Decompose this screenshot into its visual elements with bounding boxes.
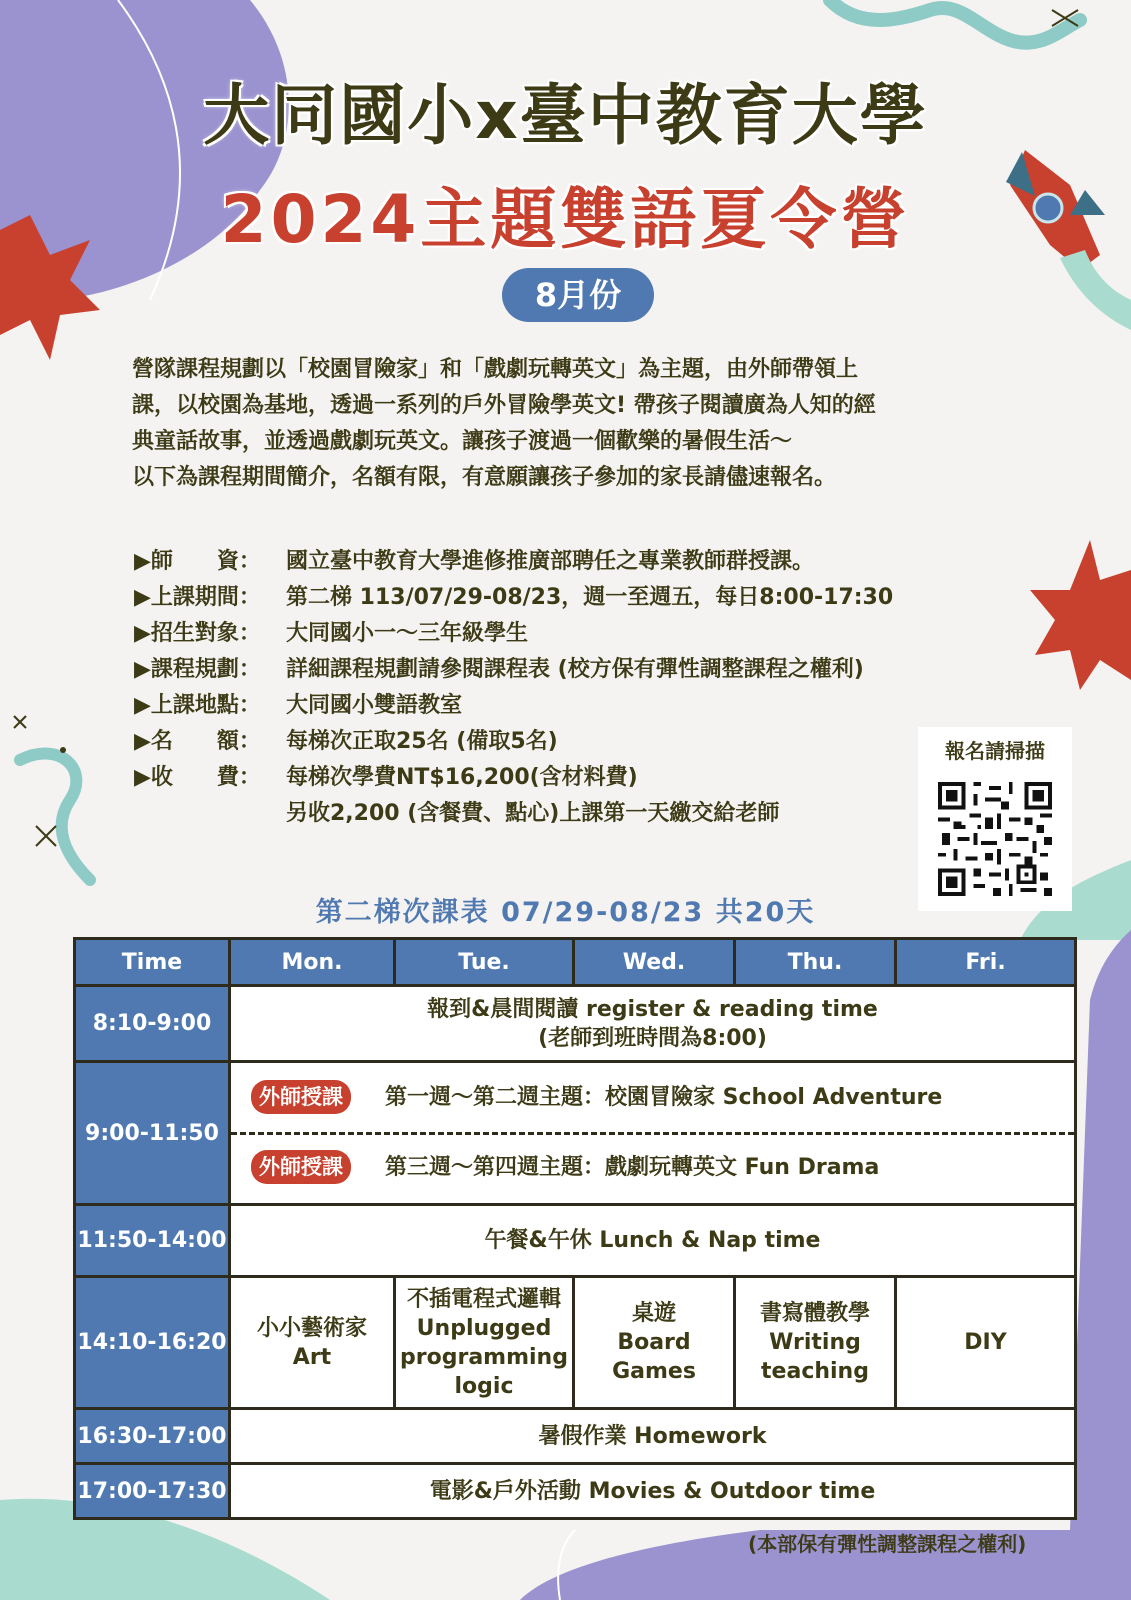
info-label: ▶課程規劃： bbox=[134, 657, 261, 682]
qr-code-icon[interactable] bbox=[938, 782, 1052, 896]
activity-line: 不插電程式邏輯 bbox=[406, 1286, 561, 1312]
activity-line: Board bbox=[617, 1330, 691, 1355]
info-row-location bbox=[134, 688, 893, 724]
activity-line: logic bbox=[454, 1373, 514, 1399]
activity-line: 小小藝術家 bbox=[256, 1315, 367, 1341]
qr-panel bbox=[918, 727, 1072, 911]
activity-line: DIY bbox=[964, 1330, 1007, 1355]
activity-cell-fri bbox=[896, 1277, 1076, 1409]
info-list bbox=[134, 544, 893, 832]
activity-cell: 電影&戶外活動 Movies & Outdoor time bbox=[230, 1464, 1076, 1519]
table-row bbox=[75, 1464, 1076, 1519]
table-row bbox=[75, 986, 1076, 1062]
table-row bbox=[75, 1277, 1076, 1409]
info-value: 每梯次正取25名 (備取5名) bbox=[286, 729, 558, 754]
info-row-extra-fee bbox=[134, 796, 893, 832]
table-header-row bbox=[75, 939, 1076, 986]
theme-text: 第一週～第二週主題：校園冒險家 School Adventure bbox=[385, 1085, 943, 1110]
time-cell: 11:50-14:00 bbox=[75, 1205, 230, 1277]
time-cell: 9:00-11:50 bbox=[75, 1062, 230, 1205]
column-header: Tue. bbox=[395, 939, 574, 986]
activity-text: 報到&晨間閱讀 register & reading time bbox=[427, 996, 878, 1022]
activity-cell: 暑假作業 Homework bbox=[230, 1409, 1076, 1464]
activity-line: Unplugged bbox=[416, 1315, 552, 1341]
info-value: 大同國小雙語教室 bbox=[286, 693, 463, 718]
table-row bbox=[75, 1409, 1076, 1464]
info-value: 每梯次學費NT$16,200(含材料費) bbox=[286, 765, 638, 790]
footnote: (本部保有彈性調整課程之權利) bbox=[748, 1532, 1027, 1556]
activity-cell-tue bbox=[395, 1277, 574, 1409]
activity-line: Art bbox=[292, 1344, 332, 1370]
info-value: 另收2,200 (含餐費、點心)上課第一天繳交給老師 bbox=[286, 801, 780, 826]
activity-cell-wed bbox=[574, 1277, 735, 1409]
qr-label: 報名請掃描 bbox=[945, 739, 1045, 763]
info-label: ▶上課地點： bbox=[134, 693, 261, 718]
info-label: ▶招生對象： bbox=[134, 621, 261, 646]
info-row-quota bbox=[134, 724, 893, 760]
info-value: 第二梯 113/07/29-08/23，週一至週五，每日8:00-17:30 bbox=[286, 585, 894, 610]
info-value: 國立臺中教育大學進修推廣部聘任之專業教師群授課。 bbox=[286, 549, 815, 574]
activity-cell: 午餐&午休 Lunch & Nap time bbox=[230, 1205, 1076, 1277]
activity-line: Writing bbox=[769, 1330, 861, 1355]
info-value: 大同國小一～三年級學生 bbox=[286, 621, 529, 646]
column-header: Mon. bbox=[230, 939, 395, 986]
info-label: ▶名 額： bbox=[134, 729, 261, 754]
activity-line: 桌遊 bbox=[631, 1301, 676, 1326]
intro-line: 以下為課程期間簡介，名額有限，有意願讓孩子參加的家長請儘速報名。 bbox=[132, 465, 837, 490]
column-header: Thu. bbox=[735, 939, 896, 986]
activity-cell bbox=[230, 986, 1076, 1062]
sub-title: 2024主題雙語夏令營 bbox=[220, 181, 911, 258]
schedule-table bbox=[73, 937, 1077, 1520]
foreign-teacher-badge: 外師授課 bbox=[251, 1080, 351, 1114]
time-cell: 14:10-16:20 bbox=[75, 1277, 230, 1409]
theme-text: 第三週～第四週主題：戲劇玩轉英文 Fun Drama bbox=[385, 1155, 880, 1180]
week-1-2-theme bbox=[251, 1063, 942, 1133]
info-row-fee bbox=[134, 760, 893, 796]
intro-paragraph bbox=[132, 352, 1032, 496]
info-label: ▶師 資： bbox=[134, 549, 261, 574]
activity-cell-mon bbox=[230, 1277, 395, 1409]
schedule-title: 第二梯次課表 07/29-08/23 共20天 bbox=[315, 897, 816, 928]
info-label: ▶收 費： bbox=[134, 765, 261, 790]
month-badge: 8月份 bbox=[502, 268, 654, 322]
table-row bbox=[75, 1062, 1076, 1205]
foreign-teacher-badge: 外師授課 bbox=[251, 1150, 351, 1184]
info-row-target bbox=[134, 616, 893, 652]
main-title: 大同國小x臺中教育大學 bbox=[203, 77, 928, 154]
info-label: ▶上課期間： bbox=[134, 585, 261, 610]
intro-line: 課，以校園為基地，透過一系列的戶外冒險學英文! 帶孩子閱讀廣為人知的經 bbox=[132, 393, 876, 418]
info-row-plan bbox=[134, 652, 893, 688]
week-3-4-theme bbox=[251, 1133, 879, 1203]
activity-note: (老師到班時間為8:00) bbox=[538, 1025, 767, 1051]
activity-line: 書寫體教學 bbox=[759, 1301, 870, 1326]
time-cell: 8:10-9:00 bbox=[75, 986, 230, 1062]
time-cell: 16:30-17:00 bbox=[75, 1409, 230, 1464]
info-value: 詳細課程規劃請參閱課程表 (校方保有彈性調整課程之權利) bbox=[286, 657, 864, 682]
intro-line: 營隊課程規劃以「校園冒險家」和「戲劇玩轉英文」為主題，由外師帶領上 bbox=[132, 357, 859, 382]
activity-cell bbox=[230, 1062, 1076, 1205]
activity-cell-thu bbox=[735, 1277, 896, 1409]
column-header: Time bbox=[75, 939, 230, 986]
info-row-teachers bbox=[134, 544, 893, 580]
column-header: Fri. bbox=[896, 939, 1076, 986]
activity-line: Games bbox=[612, 1359, 696, 1384]
time-cell: 17:00-17:30 bbox=[75, 1464, 230, 1519]
table-row bbox=[75, 1205, 1076, 1277]
info-row-period bbox=[134, 580, 893, 616]
activity-line: programming bbox=[400, 1344, 568, 1370]
activity-line: teaching bbox=[761, 1359, 869, 1384]
column-header: Wed. bbox=[574, 939, 735, 986]
intro-line: 典童話故事，並透過戲劇玩英文。讓孩子渡過一個歡樂的暑假生活～ bbox=[132, 429, 793, 454]
